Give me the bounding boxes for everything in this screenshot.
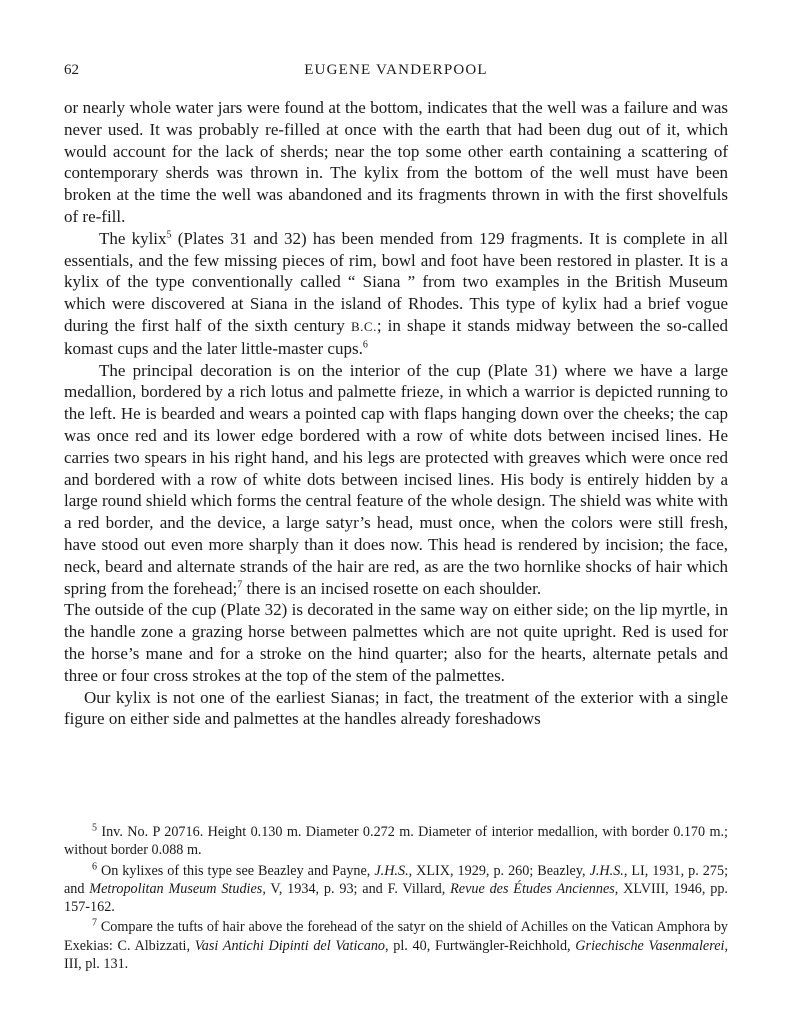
footnote-7-text-c: , III, pl. 131. (64, 937, 728, 973)
bc-abbreviation: B.C. (350, 318, 377, 334)
citation-metropolitan: Metropolitan Museum Studies (89, 880, 263, 897)
footnote-5 (64, 823, 728, 860)
footnote-7-text-b: , pl. 40, Furtwängler-Reichhold, (385, 937, 576, 954)
footnote-7-text-a: Compare the tufts of hair above the forehead of the satyr on the shield of Achilles on the Vatican Amphora by Exekias: C. Albizzati, (64, 919, 729, 954)
footnote-mark-5: 5 (92, 822, 97, 834)
footnote-ref-7: 7 (237, 578, 243, 590)
body-text (64, 97, 728, 730)
citation-vasenmalerei: Griechische Vasenmalerei (575, 937, 725, 954)
footnote-ref-6: 6 (362, 339, 368, 351)
paragraph-3-text-b: there is an incised rosette on each shoulder. (242, 578, 542, 598)
footnotes (64, 823, 728, 973)
citation-jhs-2: J.H.S. (589, 862, 624, 879)
paragraph-3-text-a: The principal decoration is on the interior of the cup (Plate 31) where we have a large medallion, bordered by a rich lotus and palmette frieze, in which a warrior is depicted running to the left. He is bearded and wears a pointed cap with flaps hanging down over the cheeks; the cap was once red and its lower edge bordered with a row of white dots between incised lines. He carries two spears in his right hand, and his legs are protected with greaves which were once red and bordered with a row of white dots between incised lines. His body is entirely hidden by a large round shield which forms the central feature of the whole design. The shield was white with a red border, and the device, a large satyr’s head, must once, when the colors were still fresh, have stood out even more sharply than it does now. This head is rendered by incision; the face, neck, beard and alternate strands of the hair are red, as are the two hornlike shocks of hair which spring from the forehead; (64, 360, 728, 598)
citation-jhs-1: J.H.S. (374, 862, 409, 879)
footnote-mark-6: 6 (92, 860, 97, 872)
footnote-6 (64, 862, 728, 917)
footnote-7 (64, 918, 728, 973)
citation-vasi-antichi: Vasi Antichi Dipinti del Vaticano (194, 937, 386, 954)
paragraph-2-text-a: The kylix (99, 228, 167, 248)
paragraph-4: The outside of the cup (Plate 32) is decorated in the same way on either side; on the lip myrtle, in the handle zone a grazing horse between palmettes which are not quite upright. Red is used for the horse’s mane and for a stroke on the hind quarter; also for the hearts, alternate petals and three or four cross strokes at the top of the stem of the palmettes. (64, 600, 728, 685)
footnote-6-text-c: , LI, 1931, p. 275; and (64, 862, 729, 897)
paragraph-3 (64, 360, 728, 600)
page-header (64, 62, 728, 84)
footnote-6-text-d: , V, 1934, p. 93; and F. Villard, (262, 880, 451, 897)
paragraph-2-text-c: ; in shape it stands midway between the so-called komast cups and the later little-master cups. (64, 315, 728, 358)
paragraph-5: Our kylix is not one of the earliest Sianas; in fact, the treatment of the exterior with a single figure on either side and palmettes at the handles already foreshadows (64, 687, 728, 729)
footnote-5-text: Inv. No. P 20716. Height 0.130 m. Diameter 0.272 m. Diameter of interior medallion, with border 0.170 m.; without border 0.088 m. (64, 824, 728, 859)
paragraph-2 (64, 228, 728, 360)
page-number: 62 (64, 62, 79, 78)
footnote-6-text-e: , XLVIII, 1946, pp. 157-162. (64, 880, 728, 916)
footnote-6-text-a: On kylixes of this type see Beazley and Payne, (100, 862, 375, 879)
footnote-ref-5: 5 (166, 229, 172, 241)
footnote-6-text-b: , XLIX, 1929, p. 260; Beazley, (408, 862, 590, 879)
footnote-mark-7: 7 (92, 917, 97, 929)
paragraph-2-text-b: (Plates 31 and 32) has been mended from 129 fragments. It is complete in all essentials, and the few missing pieces of rim, bowl and foot have been restored in plaster. It is a kylix of the type conventionally called “ Siana ” from two examples in the British Museum which were discovered at Siana in the island of Rhodes. This type of kylix had a brief vogue during the first half of the sixth century (64, 228, 728, 335)
running-head: EUGENE VANDERPOOL (304, 62, 488, 78)
citation-revue: Revue des Études Anciennes (450, 880, 615, 897)
paragraph-1: or nearly whole water jars were found at the bottom, indicates that the well was a failure and was never used. It was probably re-filled at once with the earth that had been dug out of it, which would account for the lack of sherds; near the top some other earth containing a scattering of contemporary sherds was thrown in. The kylix from the bottom of the well must have been broken at the time the well was abandoned and its fragments thrown in with the first shovelfuls of re-fill. (64, 98, 728, 226)
